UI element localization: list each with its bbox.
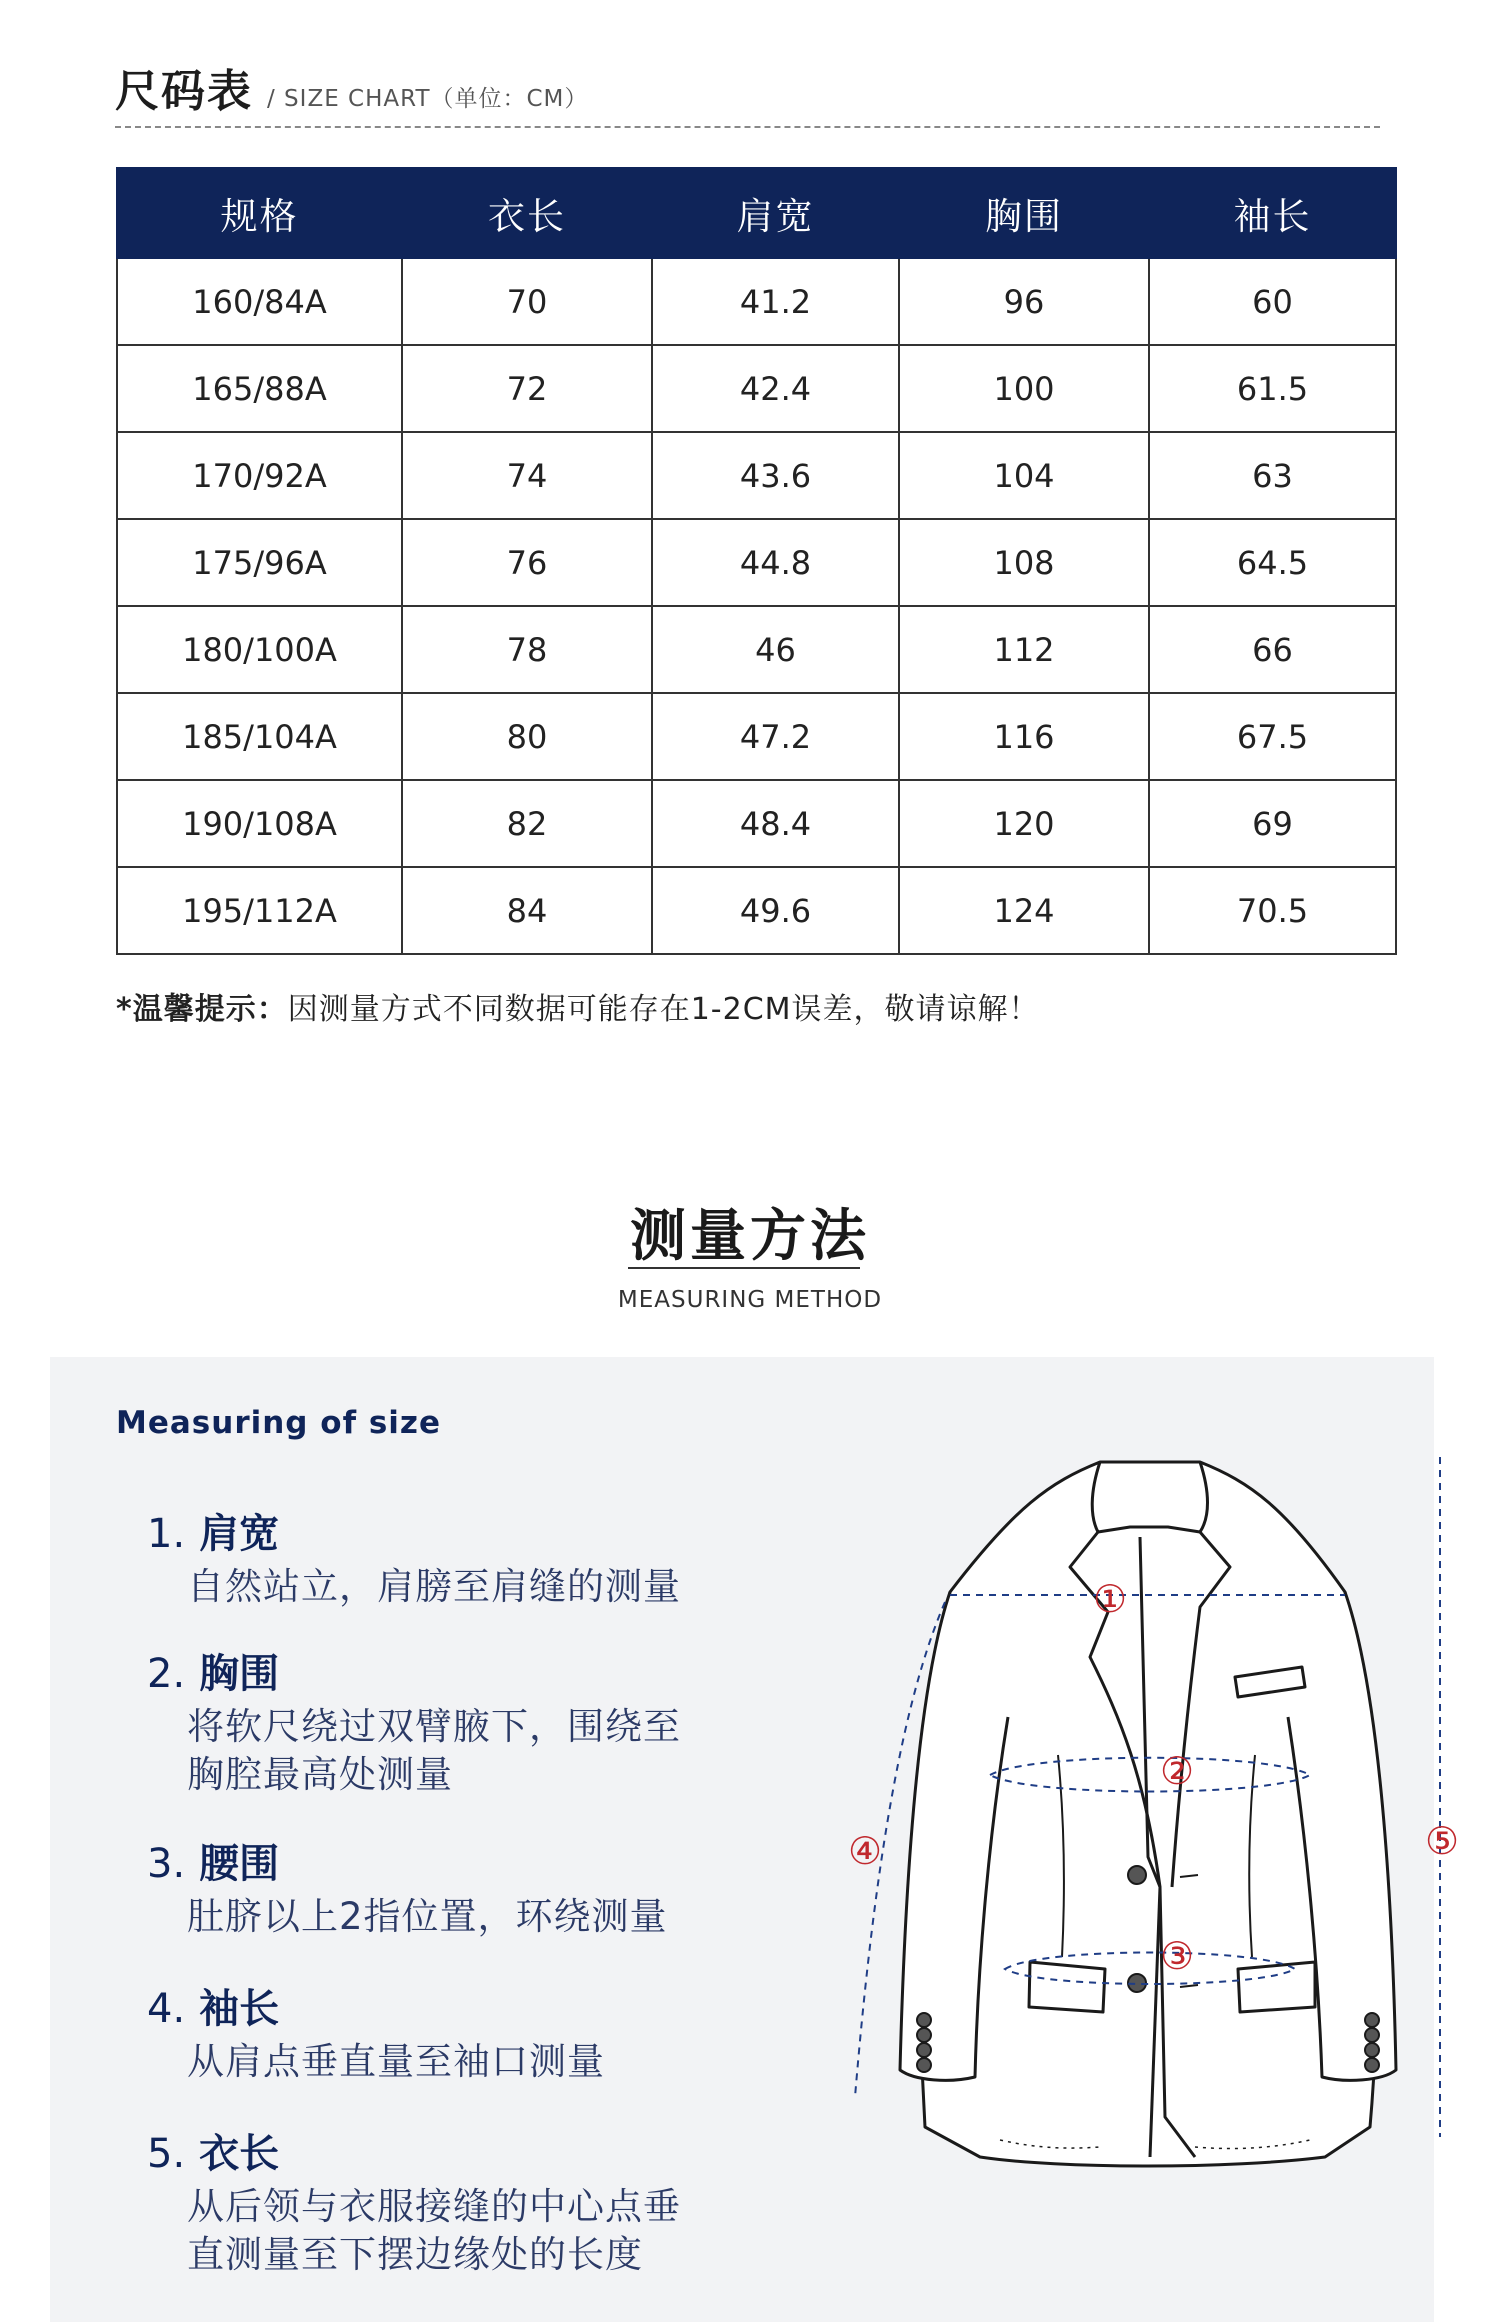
table-row bbox=[117, 693, 1396, 780]
column-header: 袖长 bbox=[1149, 168, 1396, 258]
sleeve-button bbox=[917, 2058, 931, 2072]
desc-line: 从后领与衣服接缝的中心点垂 bbox=[187, 2185, 681, 2228]
sleeve-button bbox=[1365, 2028, 1379, 2042]
item-description bbox=[187, 1893, 668, 1941]
marker-4: ④ bbox=[847, 1829, 883, 1873]
table-cell: 67.5 bbox=[1149, 693, 1396, 780]
method-title: 测量方法 bbox=[630, 1204, 870, 1269]
table-cell: 112 bbox=[899, 606, 1149, 693]
sleeve-button bbox=[917, 2028, 931, 2042]
marker-2: ② bbox=[1159, 1749, 1195, 1793]
table-cell: 49.6 bbox=[652, 867, 899, 954]
size-chart-title: 尺码表 bbox=[115, 66, 253, 117]
table-cell: 64.5 bbox=[1149, 519, 1396, 606]
item-title: 腰围 bbox=[199, 1841, 280, 1887]
table-cell: 72 bbox=[402, 345, 652, 432]
desc-line: 从肩点垂直量至袖口测量 bbox=[187, 2040, 605, 2083]
measure-item-sleeve bbox=[147, 1977, 605, 2086]
sleeve-button bbox=[1365, 2058, 1379, 2072]
table-cell: 47.2 bbox=[652, 693, 899, 780]
marker-3: ③ bbox=[1159, 1934, 1195, 1978]
table-cell: 41.2 bbox=[652, 258, 899, 345]
marker-1: ① bbox=[1092, 1577, 1128, 1621]
table-cell: 42.4 bbox=[652, 345, 899, 432]
desc-line: 肚脐以上2指位置，环绕测量 bbox=[187, 1895, 668, 1938]
item-description bbox=[187, 2038, 605, 2086]
table-cell: 46 bbox=[652, 606, 899, 693]
table-row bbox=[117, 780, 1396, 867]
table-cell: 175/96A bbox=[117, 519, 402, 606]
table-cell: 124 bbox=[899, 867, 1149, 954]
item-number: 2. bbox=[147, 1651, 186, 1697]
item-description bbox=[187, 1703, 681, 1799]
jacket-diagram bbox=[800, 1357, 1460, 2322]
table-cell: 180/100A bbox=[117, 606, 402, 693]
measuring-panel bbox=[50, 1357, 1460, 2322]
table-row bbox=[117, 519, 1396, 606]
table-cell: 104 bbox=[899, 432, 1149, 519]
item-description bbox=[187, 1563, 681, 1611]
table-cell: 76 bbox=[402, 519, 652, 606]
table-cell: 78 bbox=[402, 606, 652, 693]
size-chart-subtitle: / SIZE CHART（单位：CM） bbox=[267, 86, 589, 112]
table-row bbox=[117, 606, 1396, 693]
method-title-underline bbox=[628, 1267, 860, 1269]
column-header: 肩宽 bbox=[652, 168, 899, 258]
desc-line: 胸腔最高处测量 bbox=[187, 1753, 453, 1796]
tip-text: 因测量方式不同数据可能存在1-2CM误差，敬请谅解！ bbox=[287, 992, 1040, 1027]
table-cell: 70.5 bbox=[1149, 867, 1396, 954]
size-table bbox=[116, 167, 1397, 955]
table-cell: 100 bbox=[899, 345, 1149, 432]
tip-label: *温馨提示： bbox=[116, 992, 288, 1027]
table-cell: 63 bbox=[1149, 432, 1396, 519]
item-title: 肩宽 bbox=[199, 1511, 280, 1557]
table-cell: 116 bbox=[899, 693, 1149, 780]
table-cell: 160/84A bbox=[117, 258, 402, 345]
table-cell: 60 bbox=[1149, 258, 1396, 345]
table-cell: 185/104A bbox=[117, 693, 402, 780]
table-cell: 165/88A bbox=[117, 345, 402, 432]
sleeve-button bbox=[1365, 2043, 1379, 2057]
measure-item-waist bbox=[147, 1832, 668, 1941]
item-number: 5. bbox=[147, 2131, 186, 2177]
marker-5: ⑤ bbox=[1424, 1819, 1460, 1863]
table-cell: 61.5 bbox=[1149, 345, 1396, 432]
sleeve-button bbox=[917, 2013, 931, 2027]
item-number: 3. bbox=[147, 1841, 186, 1887]
column-header: 规格 bbox=[117, 168, 402, 258]
table-cell: 80 bbox=[402, 693, 652, 780]
desc-line: 将软尺绕过双臂腋下，围绕至 bbox=[187, 1705, 681, 1748]
item-number: 4. bbox=[147, 1986, 186, 2032]
item-description bbox=[187, 2183, 681, 2279]
table-cell: 43.6 bbox=[652, 432, 899, 519]
sleeve-button bbox=[917, 2043, 931, 2057]
method-subtitle: MEASURING METHOD bbox=[617, 1287, 883, 1313]
panel-heading: Measuring of size bbox=[116, 1405, 442, 1441]
table-cell: 84 bbox=[402, 867, 652, 954]
sleeve-button bbox=[1365, 2013, 1379, 2027]
table-header-row bbox=[117, 168, 1396, 258]
table-row bbox=[117, 345, 1396, 432]
desc-line: 自然站立，肩膀至肩缝的测量 bbox=[187, 1565, 681, 1608]
measurement-tip bbox=[116, 984, 1040, 1028]
item-title: 衣长 bbox=[199, 2131, 280, 2177]
jacket-button bbox=[1128, 1866, 1146, 1884]
measure-item-length bbox=[147, 2122, 681, 2279]
table-cell: 120 bbox=[899, 780, 1149, 867]
measure-item-chest bbox=[147, 1642, 681, 1799]
desc-line: 直测量至下摆边缘处的长度 bbox=[187, 2233, 643, 2276]
table-cell: 190/108A bbox=[117, 780, 402, 867]
table-cell: 44.8 bbox=[652, 519, 899, 606]
table-cell: 170/92A bbox=[117, 432, 402, 519]
table-cell: 69 bbox=[1149, 780, 1396, 867]
column-header: 胸围 bbox=[899, 168, 1149, 258]
item-title: 袖长 bbox=[199, 1986, 280, 2032]
table-cell: 82 bbox=[402, 780, 652, 867]
item-number: 1. bbox=[147, 1511, 186, 1557]
header-divider bbox=[115, 126, 1380, 128]
table-row bbox=[117, 258, 1396, 345]
column-header: 衣长 bbox=[402, 168, 652, 258]
table-cell: 74 bbox=[402, 432, 652, 519]
table-row bbox=[117, 867, 1396, 954]
table-row bbox=[117, 432, 1396, 519]
table-cell: 66 bbox=[1149, 606, 1396, 693]
table-cell: 195/112A bbox=[117, 867, 402, 954]
table-cell: 48.4 bbox=[652, 780, 899, 867]
item-title: 胸围 bbox=[199, 1651, 280, 1697]
table-cell: 108 bbox=[899, 519, 1149, 606]
measure-item-shoulder bbox=[147, 1502, 681, 1611]
table-cell: 96 bbox=[899, 258, 1149, 345]
size-chart-header bbox=[115, 55, 1380, 119]
table-cell: 70 bbox=[402, 258, 652, 345]
